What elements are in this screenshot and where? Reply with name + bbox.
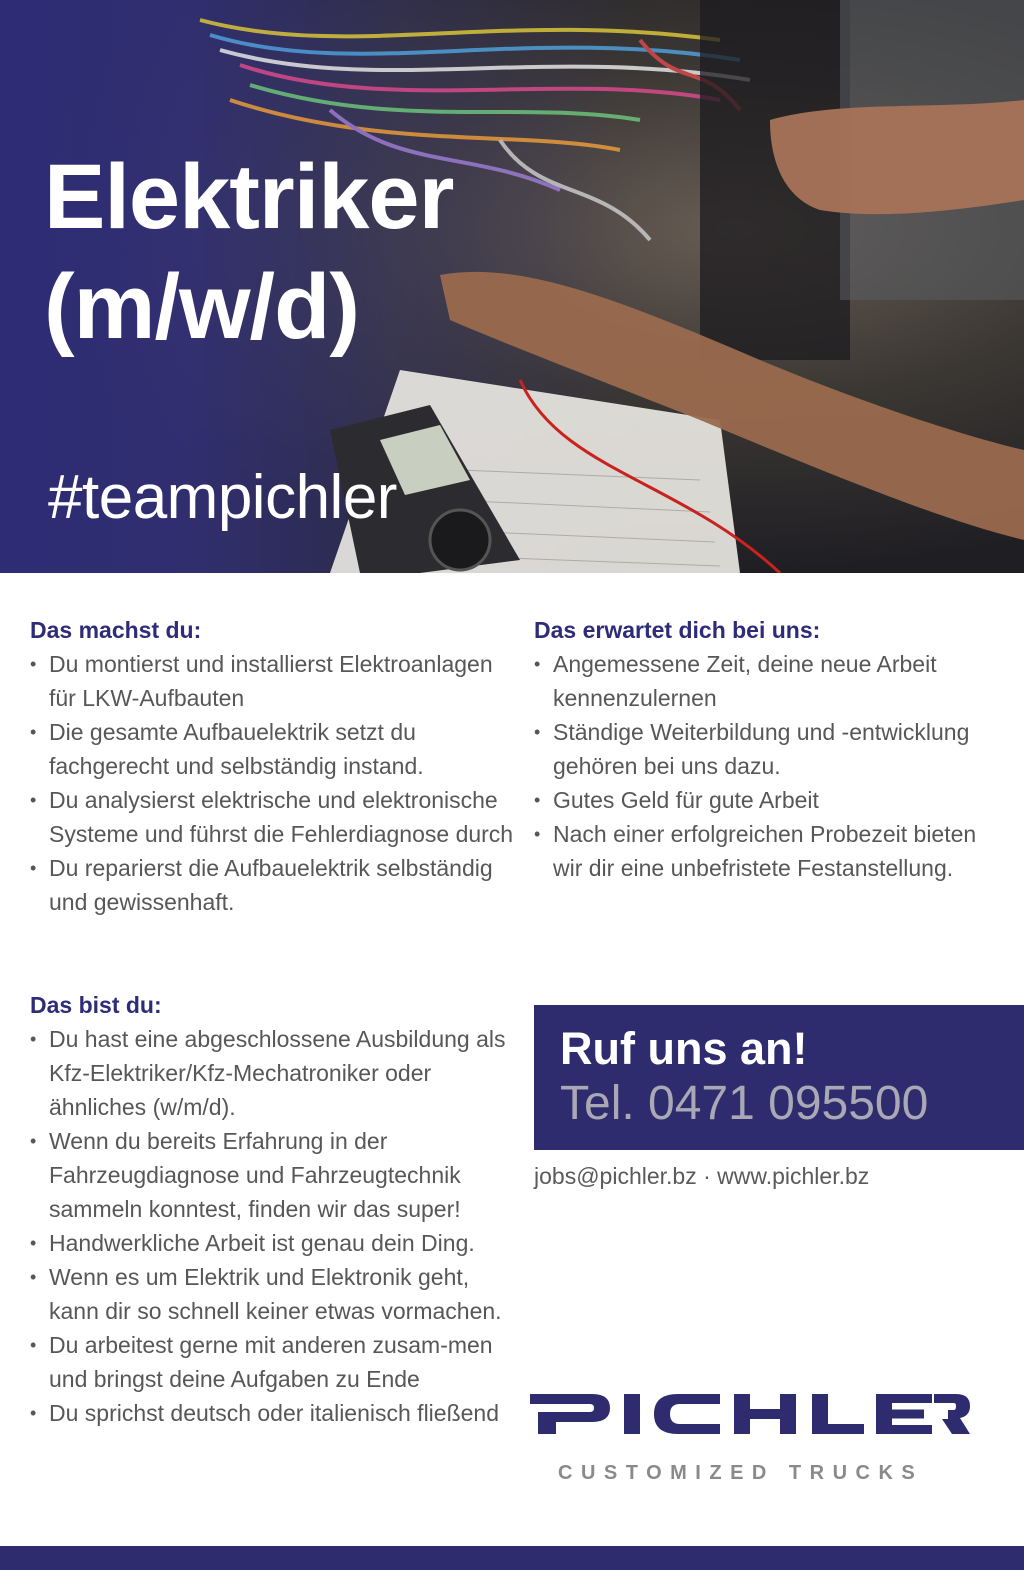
list-item: • Du reparierst die Aufbauelektrik selbständig und gewissenhaft. — [30, 851, 520, 919]
job-title-line-2: (m/w/d) — [44, 256, 359, 358]
list-item: • Ständige Weiterbildung und -entwicklung gehören bei uns dazu. — [534, 715, 1004, 783]
tasks-section — [30, 615, 520, 919]
list-item: • Nach einer erfolgreichen Probezeit bieten wir dir eine unbefristete Festanstellung. — [534, 817, 1004, 885]
job-title — [44, 142, 604, 362]
list-item: • Handwerkliche Arbeit ist genau dein Ding. — [30, 1226, 520, 1260]
job-title-line-1: Elektriker — [44, 146, 454, 248]
contact-info[interactable]: jobs@pichler.bz · www.pichler.bz — [534, 1163, 870, 1189]
pichler-wordmark — [530, 1390, 970, 1440]
cta-title: Ruf uns an! — [560, 1023, 808, 1074]
list-item: • Du hast eine abgeschlossene Ausbildung als Kfz-Elektriker/Kfz-Mechatroniker oder ähnliches (w/m/d). — [30, 1022, 520, 1124]
tasks-list — [30, 647, 520, 919]
profile-section — [30, 990, 520, 1430]
list-item: • Wenn es um Elektrik und Elektronik geht, kann dir so schnell keiner etwas vormachen. — [30, 1260, 520, 1328]
offer-list — [534, 647, 1004, 885]
list-item: • Angemessene Zeit, deine neue Arbeit kennenzulernen — [534, 647, 1004, 715]
list-item: • Du sprichst deutsch oder italienisch fließend — [30, 1396, 520, 1430]
logo-tagline: CUSTOMIZED TRUCKS — [558, 1462, 924, 1484]
call-to-action-box — [534, 1005, 1024, 1150]
list-item: • Du arbeitest gerne mit anderen zusam-men und bringst deine Aufgaben zu Ende — [30, 1328, 520, 1396]
hashtag: #teampichler — [48, 463, 397, 532]
profile-list — [30, 1022, 520, 1430]
profile-heading: Das bist du: — [30, 992, 162, 1018]
phone-number[interactable]: Tel. 0471 095500 — [560, 1077, 929, 1130]
list-item: • Du analysierst elektrische und elektronische Systeme und führst die Fehlerdiagnose durch — [30, 783, 520, 851]
offer-heading: Das erwartet dich bei uns: — [534, 617, 821, 643]
list-item: • Du montierst und installierst Elektroanlagen für LKW-Aufbauten — [30, 647, 520, 715]
offer-section — [534, 615, 1004, 885]
footer-bar — [0, 1546, 1024, 1570]
list-item: • Wenn du bereits Erfahrung in der Fahrzeugdiagnose und Fahrzeugtechnik sammeln konntest, finden wir das super! — [30, 1124, 520, 1226]
list-item: • Gutes Geld für gute Arbeit — [534, 783, 1004, 817]
list-item: • Die gesamte Aufbauelektrik setzt du fachgerecht und selbständig instand. — [30, 715, 520, 783]
tasks-heading: Das machst du: — [30, 617, 202, 643]
company-logo — [530, 1390, 970, 1500]
hero-banner — [0, 0, 1024, 573]
